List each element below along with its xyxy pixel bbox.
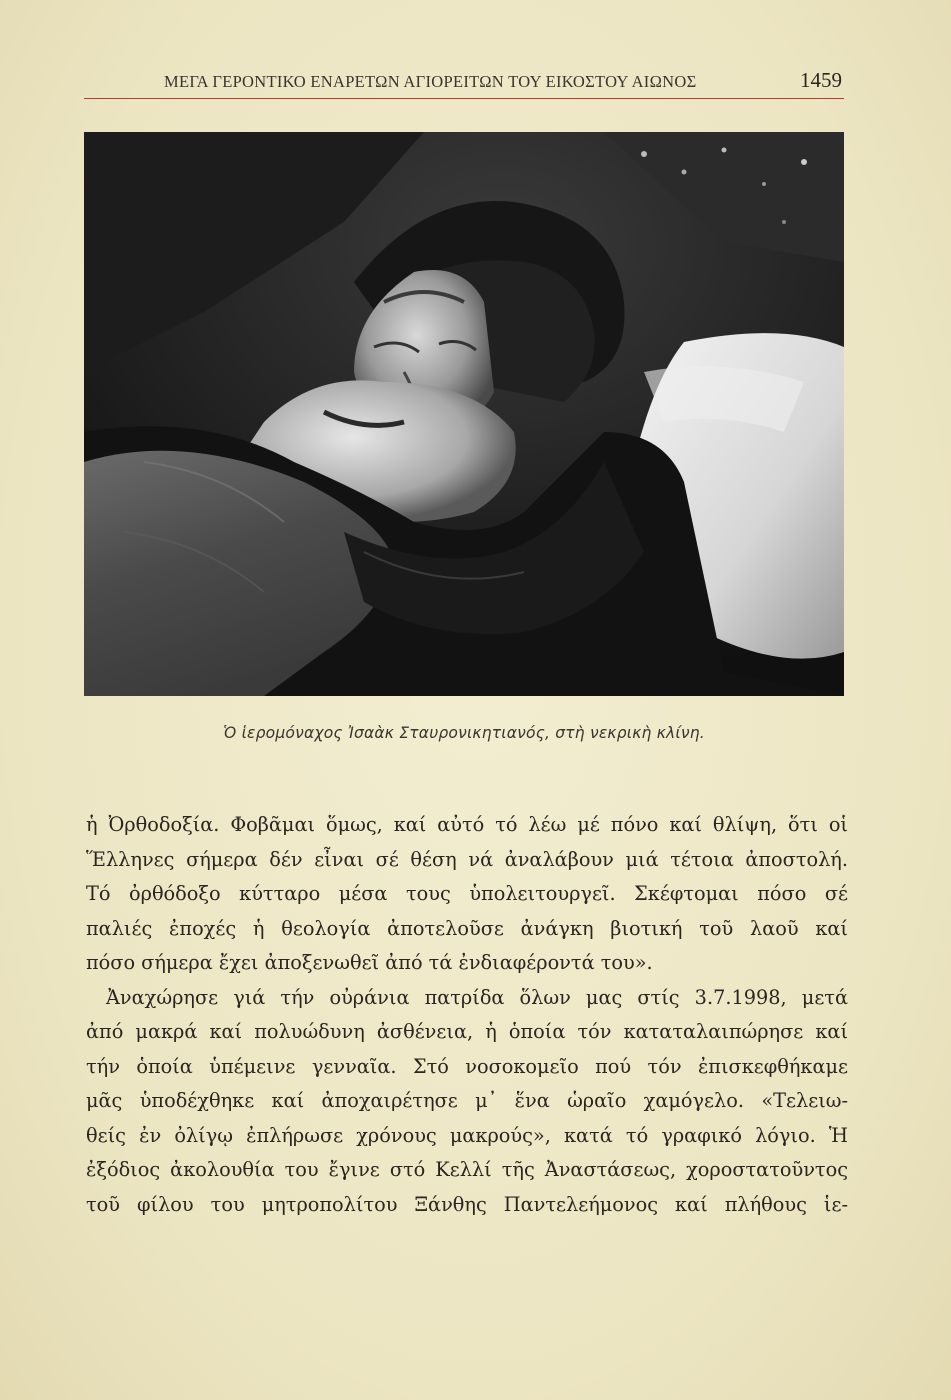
memorial-photograph bbox=[84, 132, 844, 696]
text-line: Τό ὀρθόδοξο κύτταρο μέσα τους ὑπολειτουργεῖ. Σκέφτομαι πόσο σέ bbox=[86, 882, 848, 905]
text-line: ἡ Ὀρθοδοξία. Φοβᾶμαι ὅμως, καί αὐτό τό λέω μέ πόνο καί θλίψη, ὅτι οἱ bbox=[86, 813, 848, 836]
photo-caption: Ὁ ἱερομόναχος Ἰσαὰκ Σταυρονικητιανός, στὴ νεκρικὴ κλίνη. bbox=[223, 724, 705, 742]
text-line: μᾶς ὑποδέχθηκε καί ἀποχαιρέτησε μ᾽ ἕνα ὡραῖο χαμόγελο. «Τελειω- bbox=[86, 1089, 848, 1112]
photo-illustration bbox=[84, 132, 844, 696]
text-line: Ἀναχώρησε γιά τήν οὐράνια πατρίδα ὅλων μας στίς 3.7.1998, μετά bbox=[106, 985, 848, 1009]
text-line: τήν ὁποία ὑπέμεινε γενναῖα. Στό νοσοκομεῖο πού τόν ἐπισκεφθήκαμε bbox=[86, 1054, 848, 1078]
text-line: τοῦ φίλου του μητροπολίτου Ξάνθης Παντελεήμονος καί πλήθους ἱε- bbox=[86, 1192, 848, 1216]
text-line: Ἕλληνες σήμερα δέν εἶναι σέ θέση νά ἀναλάβουν μιά τέτοια ἀποστολή. bbox=[86, 847, 848, 871]
page-number: 1459 bbox=[800, 68, 842, 92]
text-line: πόσο σήμερα ἔχει ἀποξενωθεῖ ἀπό τά ἐνδιαφέροντά του». bbox=[86, 951, 653, 974]
text-line: θείς ἐν ὀλίγῳ ἐπλήρωσε χρόνους μακρούς», κατά τό γραφικό λόγιο. Ἡ bbox=[86, 1123, 848, 1147]
text-line: ἐξόδιος ἀκολουθία του ἔγινε στό Κελλί τῆς Ἀναστάσεως, χοροστατοῦντος bbox=[86, 1158, 848, 1181]
running-header bbox=[84, 64, 844, 99]
text-line: ἀπό μακρά καί πολυώδυνη ἀσθένεια, ἡ ὁποία τόν καταταλαιπώρησε καί bbox=[86, 1020, 848, 1043]
body-text bbox=[86, 808, 848, 1222]
text-line: παλιές ἐποχές ἡ θεολογία ἀποτελοῦσε ἀνάγκη βιοτική τοῦ λαοῦ καί bbox=[86, 916, 848, 940]
running-title: ΜΕΓΑ ΓΕΡΟΝΤΙΚΟ ΕΝΑΡΕΤΩΝ ΑΓΙΟΡΕΙΤΩΝ ΤΟΥ ΕΙΚΟΣΤΟΥ ΑΙΩΝΟΣ bbox=[164, 72, 697, 91]
